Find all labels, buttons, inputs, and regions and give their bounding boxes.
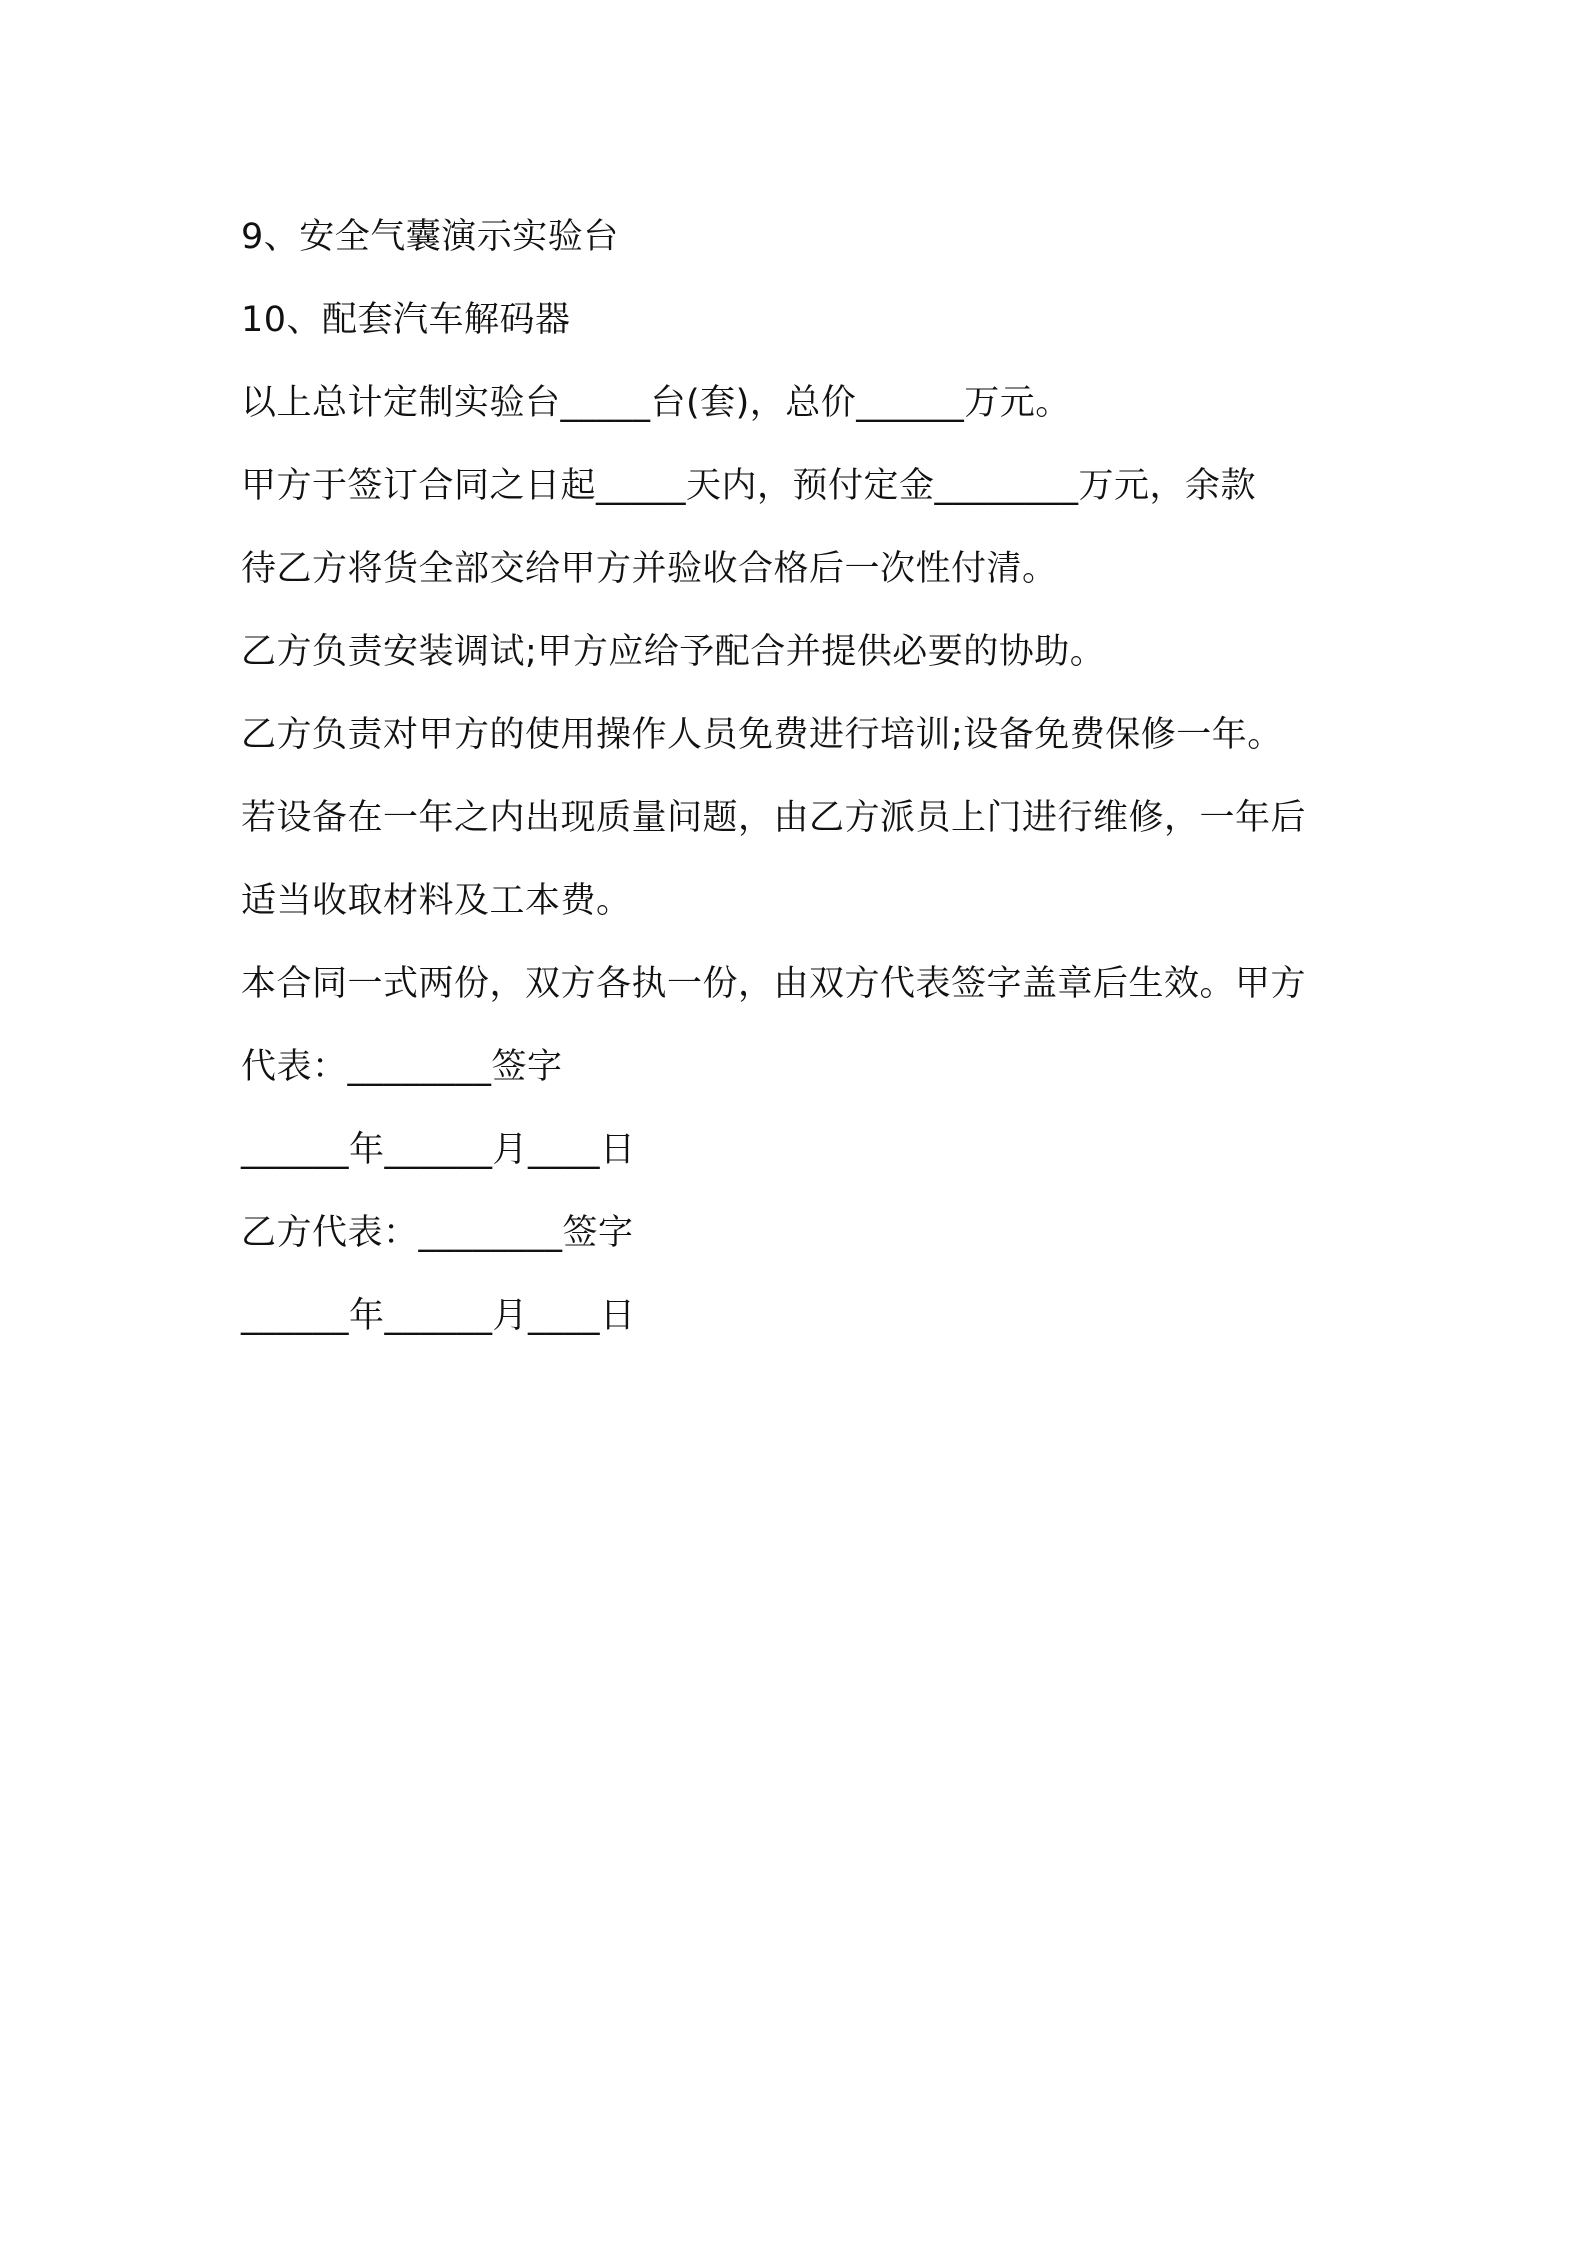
party-a-signature: 代表：________签字 bbox=[241, 1047, 563, 1087]
training-warranty-clause: 乙方负责对甲方的使用操作人员免费进行培训;设备免费保修一年。 bbox=[241, 715, 1283, 755]
installation-clause: 乙方负责安装调试;甲方应给予配合并提供必要的协助。 bbox=[241, 632, 1106, 672]
effectiveness-clause: 本合同一式两份，双方各执一份，由双方代表签字盖章后生效。甲方 bbox=[241, 964, 1307, 1004]
party-a-date: ______年______月____日 bbox=[241, 1130, 636, 1170]
item-car-diagnostic-scanner: 10、配套汽车解码器 bbox=[241, 300, 571, 340]
total-quantity-and-price: 以上总计定制实验台_____台(套)，总价______万元。 bbox=[241, 383, 1071, 423]
party-b-date: ______年______月____日 bbox=[241, 1296, 636, 1336]
payment-terms-line-2: 待乙方将货全部交给甲方并验收合格后一次性付清。 bbox=[241, 549, 1058, 589]
item-airbag-demo-bench: 9、安全气囊演示实验台 bbox=[241, 217, 619, 257]
repair-clause-line-1: 若设备在一年之内出现质量问题，由乙方派员上门进行维修，一年后 bbox=[241, 798, 1307, 838]
repair-clause-line-2: 适当收取材料及工本费。 bbox=[241, 881, 632, 921]
document-body bbox=[241, 196, 1361, 1358]
party-b-signature: 乙方代表：________签字 bbox=[241, 1213, 634, 1253]
payment-terms-line-1: 甲方于签订合同之日起_____天内，预付定金________万元，余款 bbox=[241, 466, 1257, 506]
